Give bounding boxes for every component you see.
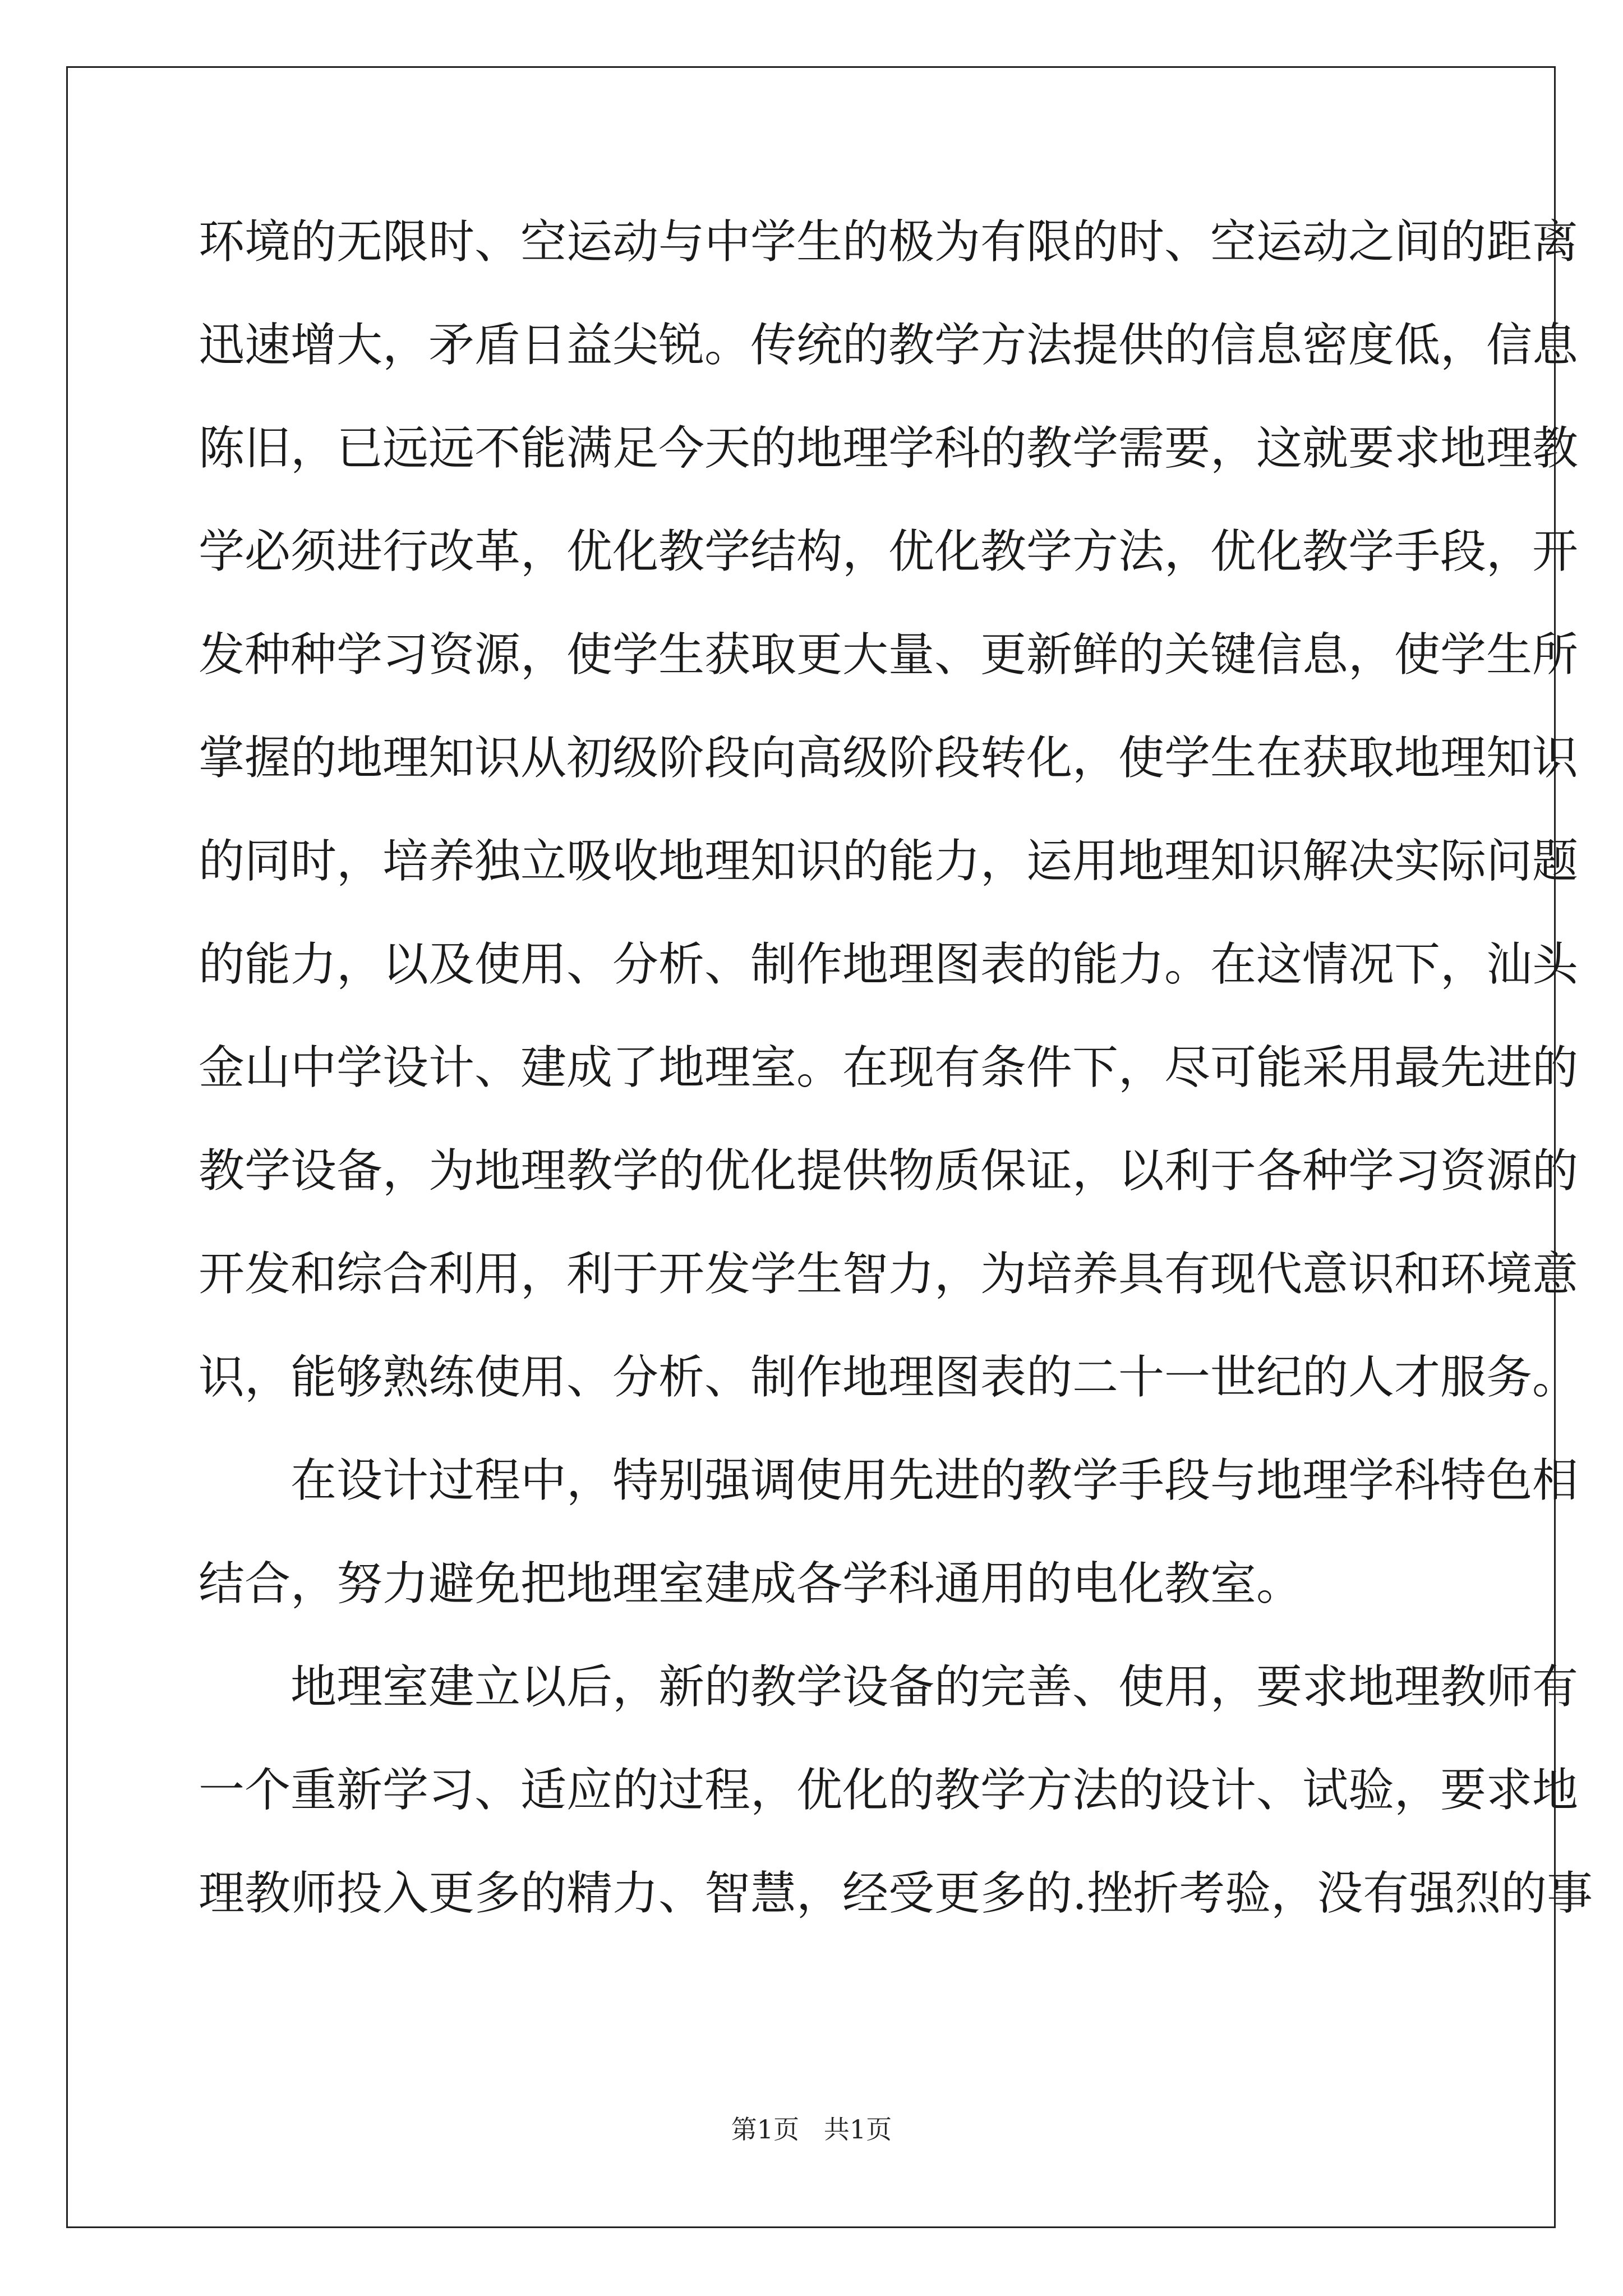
text-line: 金山中学设计、建成了地理室。在现有条件下，尽可能采用最先进的 [199,1041,1579,1094]
page-number-footer: 第1页 共1页 [731,2114,892,2145]
text-line: 的能力，以及使用、分析、制作地理图表的能力。在这情况下，汕头 [199,938,1579,991]
text-line: 一个重新学习、适应的过程，优化的教学方法的设计、试验，要求地 [199,1764,1579,1817]
text-line: 陈旧，已远远不能满足今天的地理学科的教学需要，这就要求地理教 [199,422,1579,475]
document-body [199,191,1593,1945]
text-line: 发种种学习资源，使学生获取更大量、更新鲜的关键信息，使学生所 [199,628,1579,682]
text-line: 学必须进行改革，优化教学结构，优化教学方法，优化教学手段，开 [199,525,1579,578]
text-line: 教学设备，为地理教学的优化提供物质保证，以利于各种学习资源的 [199,1144,1579,1198]
text-line: 理教师投入更多的精力、智慧，经受更多的.挫折考验，没有强烈的事 [199,1867,1593,1920]
text-line: 环境的无限时、空运动与中学生的极为有限的时、空运动之间的距离 [199,215,1579,269]
paragraph-start-line: 地理室建立以后，新的教学设备的完善、使用，要求地理教师有 [291,1660,1579,1714]
text-line: 识，能够熟练使用、分析、制作地理图表的二十一世纪的人才服务。 [199,1351,1579,1404]
text-line: 结合，努力避免把地理室建成各学科通用的电化教室。 [199,1557,1303,1611]
text-line: 的同时，培养独立吸收地理知识的能力，运用地理知识解决实际问题 [199,835,1579,888]
text-line: 掌握的地理知识从初级阶段向高级阶段转化，使学生在获取地理知识 [199,731,1579,785]
paragraph-start-line: 在设计过程中，特别强调使用先进的教学手段与地理学科特色相 [291,1454,1579,1507]
text-line: 开发和综合利用，利于开发学生智力，为培养具有现代意识和环境意 [199,1248,1579,1301]
text-line: 迅速增大，矛盾日益尖锐。传统的教学方法提供的信息密度低，信息 [199,319,1579,372]
